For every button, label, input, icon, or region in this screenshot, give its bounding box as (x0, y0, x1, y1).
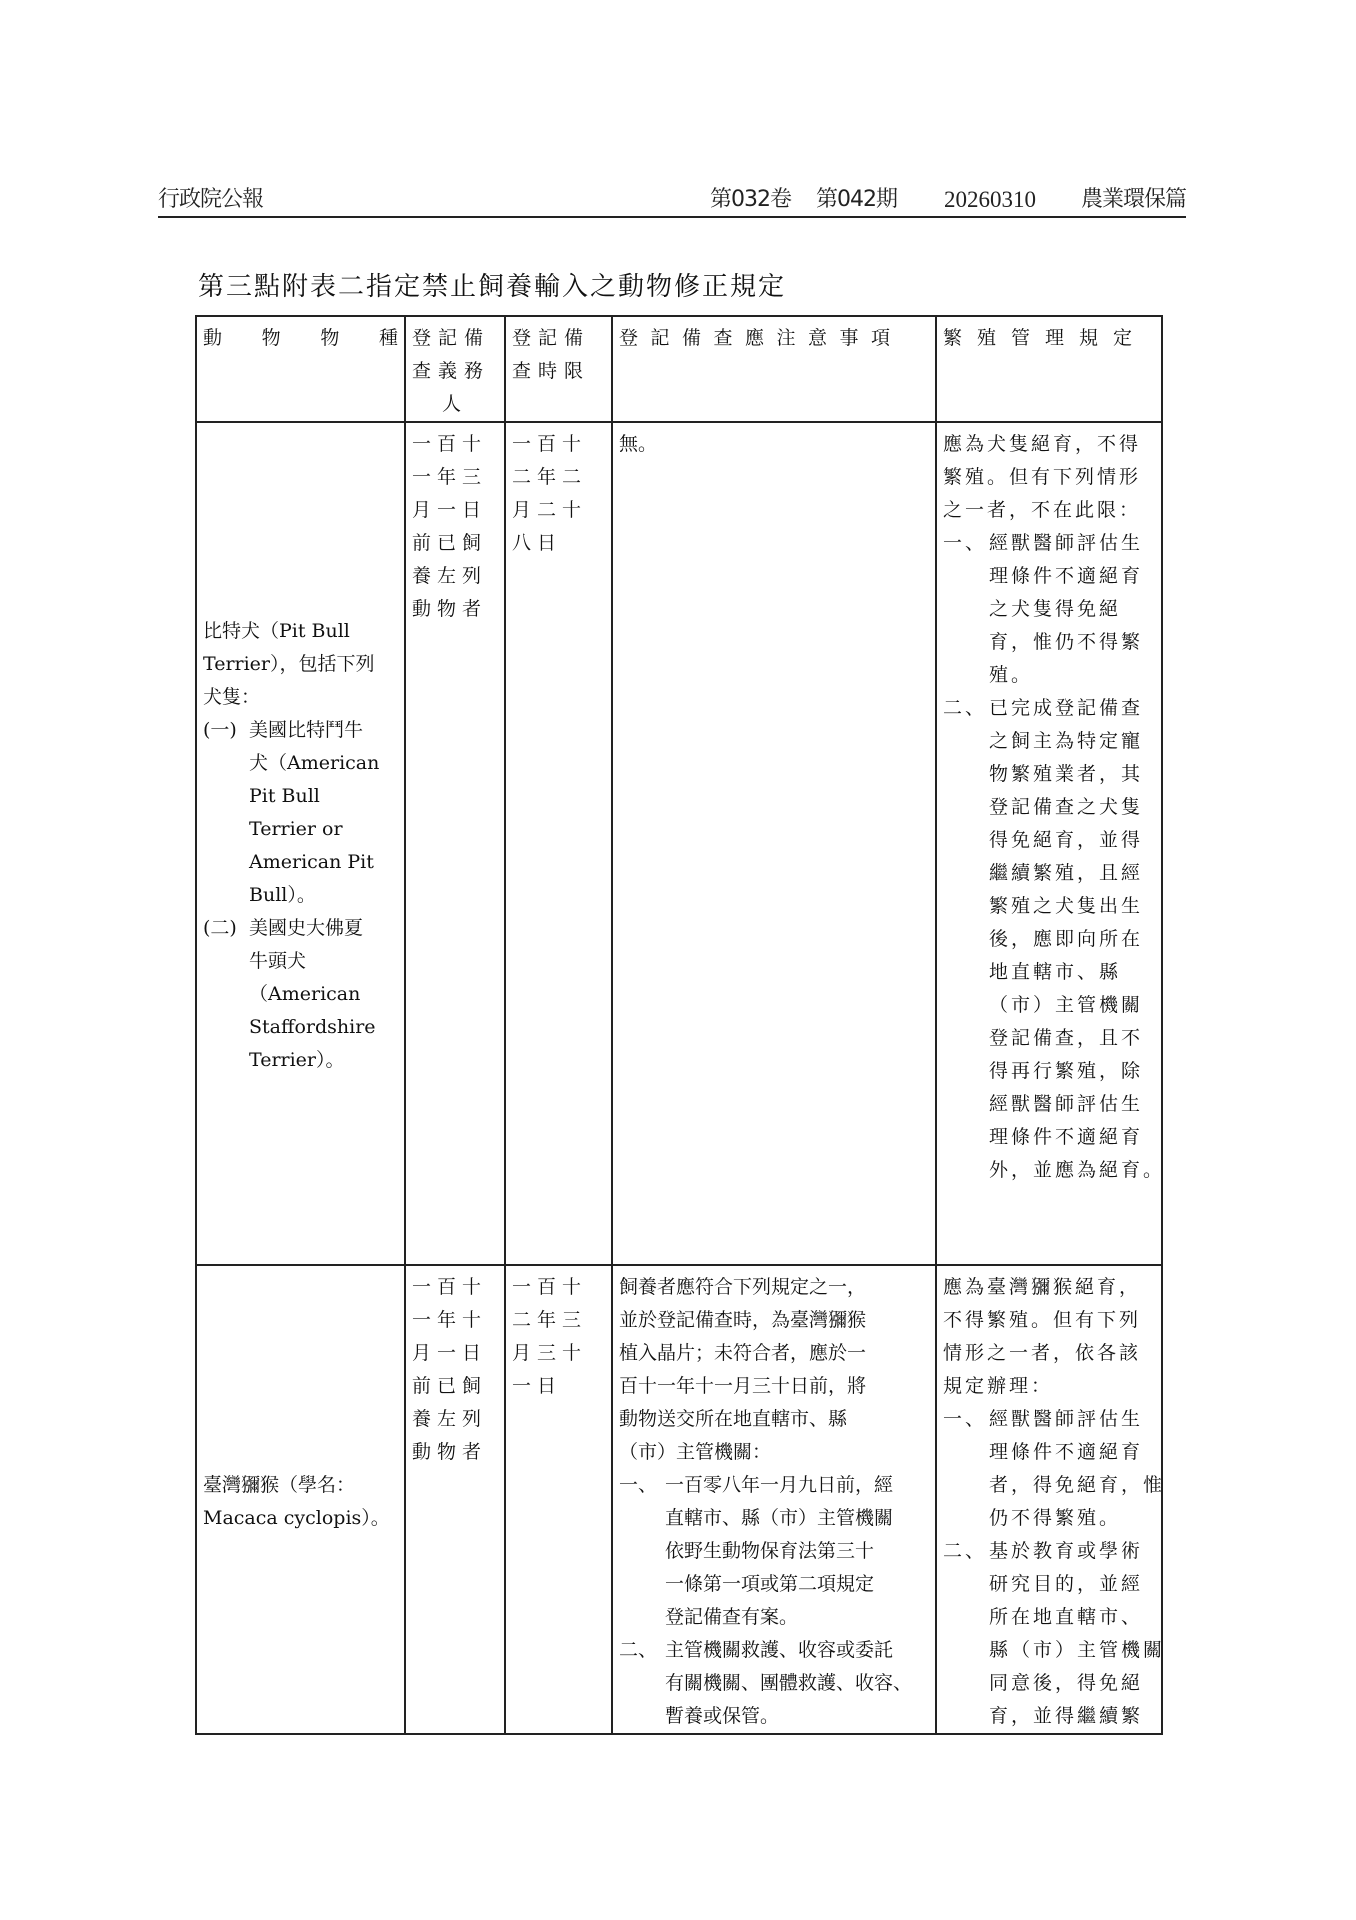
text-line: 月一日 (412, 499, 488, 521)
list-marker: 一、 (943, 532, 988, 554)
text-line: Terrier），包括下列 (203, 653, 375, 675)
text-line: 月二十 (512, 499, 588, 521)
list-item-line (203, 879, 398, 912)
list-item-text: 暫養或保管。 (665, 1705, 780, 1727)
list-item-text: 理條件不適絕育 (989, 1441, 1144, 1463)
table-row (196, 422, 1162, 1265)
text-line: 前已飼 (412, 532, 488, 554)
text-line: 繁殖。但有下列情形 (943, 466, 1142, 488)
header-notes-text: 登記備查應注意事項 (619, 327, 903, 349)
text-line: 二年二 (512, 466, 588, 488)
list-item-line (943, 956, 1155, 989)
issue-number: 第042期 (816, 187, 897, 212)
list-item-line (619, 1469, 929, 1502)
header-line: 查時限 (512, 360, 591, 382)
list-item-line (943, 560, 1155, 593)
list-item-text: American Pit (249, 851, 374, 873)
text-line: （市）主管機關： (619, 1441, 772, 1463)
list-item-line (943, 791, 1155, 824)
header-breeding (936, 316, 1162, 422)
header-line: 查義務 (412, 360, 491, 382)
header-notes (612, 316, 936, 422)
text-line: 一百十 (512, 1276, 588, 1298)
list-marker: 一、 (943, 1408, 988, 1430)
list-item-line (943, 1154, 1166, 1187)
list-item-line (203, 978, 398, 1011)
list-item-text: 得免絕育，並得 (989, 829, 1144, 851)
list-item-text: 之飼主為特定寵 (989, 730, 1144, 752)
obligor-cell (405, 1265, 505, 1734)
list-item-text: 犬（American (249, 752, 380, 774)
list-item-text: 同意後，得免絕 (989, 1672, 1144, 1694)
list-item-text: 理條件不適絕育 (989, 1126, 1144, 1148)
text-line: 月三十 (512, 1342, 588, 1364)
list-item-text: 之犬隻得免絕 (989, 598, 1122, 620)
list-item-text: 縣（市）主管機關 (989, 1639, 1166, 1661)
list-item-line (943, 1469, 1166, 1502)
text-line: 前已飼 (412, 1375, 488, 1397)
list-item-text: 經獸醫師評估生 (989, 1093, 1144, 1115)
text-line: Macaca cyclopis）。 (203, 1507, 390, 1529)
list-item-line (943, 1535, 1155, 1568)
list-item-line (203, 1011, 398, 1044)
header-species (196, 316, 405, 422)
notes-cell (612, 422, 936, 1265)
header-deadline (505, 316, 612, 422)
species-text (203, 615, 398, 1077)
text-line: 二年三 (512, 1309, 588, 1331)
list-item-line (943, 1121, 1155, 1154)
list-item-line (943, 1568, 1155, 1601)
text-line: 動物送交所在地直轄市、縣 (619, 1408, 848, 1430)
text-line: 動物者 (412, 598, 488, 620)
list-item-line (943, 1601, 1155, 1634)
list-item-text: 經獸醫師評估生 (989, 532, 1144, 554)
list-item-text: 一條第一項或第二項規定 (665, 1573, 875, 1595)
list-item-text: 登記備查之犬隻 (989, 796, 1144, 818)
list-item-line (943, 1667, 1155, 1700)
text-line: 月一日 (412, 1342, 488, 1364)
list-item-line (619, 1601, 929, 1634)
list-item-text: 仍不得繁殖。 (989, 1507, 1122, 1529)
text-line: 一年十 (412, 1309, 488, 1331)
list-item-text: 美國比特鬥牛 (249, 719, 364, 741)
list-item-text: Terrier）。 (249, 1049, 345, 1071)
list-marker: 一、 (619, 1474, 658, 1496)
text-line: 應為犬隻絕育，不得 (943, 433, 1142, 455)
list-item-text: 主管機關救護、收容或委託 (665, 1639, 894, 1661)
list-item-line (943, 593, 1155, 626)
list-item-line (943, 824, 1155, 857)
list-marker: (二) (203, 917, 237, 939)
list-item-line (203, 780, 398, 813)
running-header (158, 186, 1186, 218)
list-item-line (943, 857, 1155, 890)
list-item-text: Bull）。 (249, 884, 316, 906)
list-item-text: 育，並得繼續繁 (989, 1705, 1144, 1727)
text-line: 養左列 (412, 565, 488, 587)
list-item-line (943, 527, 1155, 560)
list-item-text: 地直轄市、縣 (989, 961, 1122, 983)
list-item-text: 登記備查有案。 (665, 1606, 799, 1628)
list-item-text: 有關機關、團體救護、收容、 (665, 1672, 913, 1694)
header-obligor (405, 316, 505, 422)
list-item-line (943, 725, 1155, 758)
list-item-text: 後，應即向所在 (989, 928, 1144, 950)
list-item-line (619, 1634, 929, 1667)
list-item-line (943, 659, 1155, 692)
text-line: 臺灣獼猴（學名： (203, 1474, 356, 1496)
text-line: 一百十 (412, 1276, 488, 1298)
text-line: 百十一年十一月三十日前，將 (619, 1375, 867, 1397)
list-item-text: 繁殖之犬隻出生 (989, 895, 1144, 917)
list-marker: 二、 (619, 1639, 658, 1661)
list-item-text: 得再行繁殖，除 (989, 1060, 1144, 1082)
list-item-line (943, 1088, 1155, 1121)
list-item-text: Pit Bull (249, 785, 320, 807)
list-item-text: 研究目的，並經 (989, 1573, 1144, 1595)
text-line: 情形之一者，依各該 (943, 1342, 1142, 1364)
list-item-text: 繼續繁殖，且經 (989, 862, 1144, 884)
publication-name: 行政院公報 (158, 187, 264, 212)
species-text (203, 1469, 398, 1535)
list-item-line (943, 890, 1155, 923)
text-line: 一日 (512, 1375, 563, 1397)
list-item-text: Staffordshire (249, 1016, 376, 1038)
text-line: 應為臺灣獼猴絕育， (943, 1276, 1142, 1298)
text-line: 之一者，不在此限： (943, 499, 1142, 521)
list-item-text: 直轄市、縣（市）主管機關 (665, 1507, 894, 1529)
text-line: 八日 (512, 532, 563, 554)
list-item-line (203, 1044, 398, 1077)
table-header-row (196, 316, 1162, 422)
publication-date: 20260310 (944, 187, 1036, 212)
list-item-line (203, 912, 398, 945)
list-item-text: 登記備查，且不 (989, 1027, 1144, 1049)
list-item-text: 殖。 (989, 664, 1034, 686)
list-item-text: （American (249, 983, 361, 1005)
list-item-line (943, 1634, 1166, 1667)
section-name: 農業環保篇 (1080, 187, 1186, 212)
list-item-text: 美國史大佛夏 (249, 917, 364, 939)
header-line: 人 (441, 393, 468, 415)
regulation-table (195, 315, 1166, 1735)
header-char: 物 (320, 327, 340, 349)
list-item-text: 育，惟仍不得繁 (989, 631, 1144, 653)
list-marker: (一) (203, 719, 237, 741)
list-item-line (619, 1535, 929, 1568)
header-char: 動 (203, 327, 223, 349)
list-item-line (943, 989, 1155, 1022)
list-item-text: 基於教育或學術 (989, 1540, 1144, 1562)
list-item-line (943, 1436, 1155, 1469)
list-item-line (943, 1502, 1155, 1535)
text-line: 一年三 (412, 466, 488, 488)
list-item-line (619, 1667, 929, 1700)
list-item-text: 一百零八年一月九日前，經 (665, 1474, 894, 1496)
list-item-line (619, 1568, 929, 1601)
list-item-line (619, 1502, 929, 1535)
deadline-cell (505, 1265, 612, 1734)
list-item-line (943, 626, 1155, 659)
text-line: 植入晶片；未符合者，應於一 (619, 1342, 867, 1364)
breeding-cell (936, 1265, 1166, 1734)
obligor-cell (405, 422, 505, 1265)
list-item-text: 外，並應為絕育。 (989, 1159, 1166, 1181)
text-line: 不得繁殖。但有下列 (943, 1309, 1142, 1331)
text-line: 並於登記備查時，為臺灣獼猴 (619, 1309, 867, 1331)
list-item-text: 者，得免絕育，惟 (989, 1474, 1166, 1496)
list-item-text: 物繁殖業者，其 (989, 763, 1144, 785)
table-row (196, 1265, 1162, 1734)
list-marker: 二、 (943, 697, 988, 719)
species-cell (196, 422, 405, 1265)
header-char: 種 (378, 327, 398, 349)
text-line: 比特犬（Pit Bull (203, 620, 350, 642)
document-title: 第三點附表二指定禁止飼養輸入之動物修正規定 (198, 272, 787, 302)
list-item-line (943, 692, 1155, 725)
list-item-line (203, 747, 398, 780)
list-item-line (203, 945, 398, 978)
deadline-cell (505, 422, 612, 1265)
list-item-text: （市）主管機關 (989, 994, 1144, 1016)
notes-cell (612, 1265, 936, 1734)
text-line: 一百十 (412, 433, 488, 455)
text-line: 無。 (619, 433, 658, 455)
header-char: 物 (261, 327, 281, 349)
breeding-cell (936, 422, 1166, 1265)
list-item-text: 依野生動物保育法第三十 (665, 1540, 875, 1562)
list-item-text: Terrier or (249, 818, 343, 840)
header-breeding-text: 繁殖管理規定 (943, 327, 1148, 349)
list-item-line (943, 923, 1155, 956)
list-item-line (943, 1055, 1155, 1088)
list-marker: 二、 (943, 1540, 988, 1562)
list-item-text: 已完成登記備查 (989, 697, 1144, 719)
list-item-text: 所在地直轄市、 (989, 1606, 1144, 1628)
list-item-text: 牛頭犬 (249, 950, 307, 972)
list-item-line (943, 1403, 1155, 1436)
header-line: 登記備 (512, 327, 591, 349)
list-item-text: 經獸醫師評估生 (989, 1408, 1144, 1430)
text-line: 養左列 (412, 1408, 488, 1430)
list-item-text: 理條件不適絕育 (989, 565, 1144, 587)
list-item-line (203, 714, 398, 747)
list-item-line (943, 1022, 1155, 1055)
list-item-line (943, 1700, 1155, 1733)
list-item-line (619, 1700, 929, 1733)
list-item-line (203, 813, 398, 846)
text-line: 飼養者應符合下列規定之一， (619, 1276, 867, 1298)
list-item-line (943, 758, 1155, 791)
species-cell (196, 1265, 405, 1734)
text-line: 動物者 (412, 1441, 488, 1463)
header-line: 登記備 (412, 327, 491, 349)
text-line: 一百十 (512, 433, 588, 455)
volume-number: 第032卷 (710, 187, 791, 212)
list-item-line (203, 846, 398, 879)
text-line: 規定辦理： (943, 1375, 1054, 1397)
text-line: 犬隻： (203, 686, 261, 708)
